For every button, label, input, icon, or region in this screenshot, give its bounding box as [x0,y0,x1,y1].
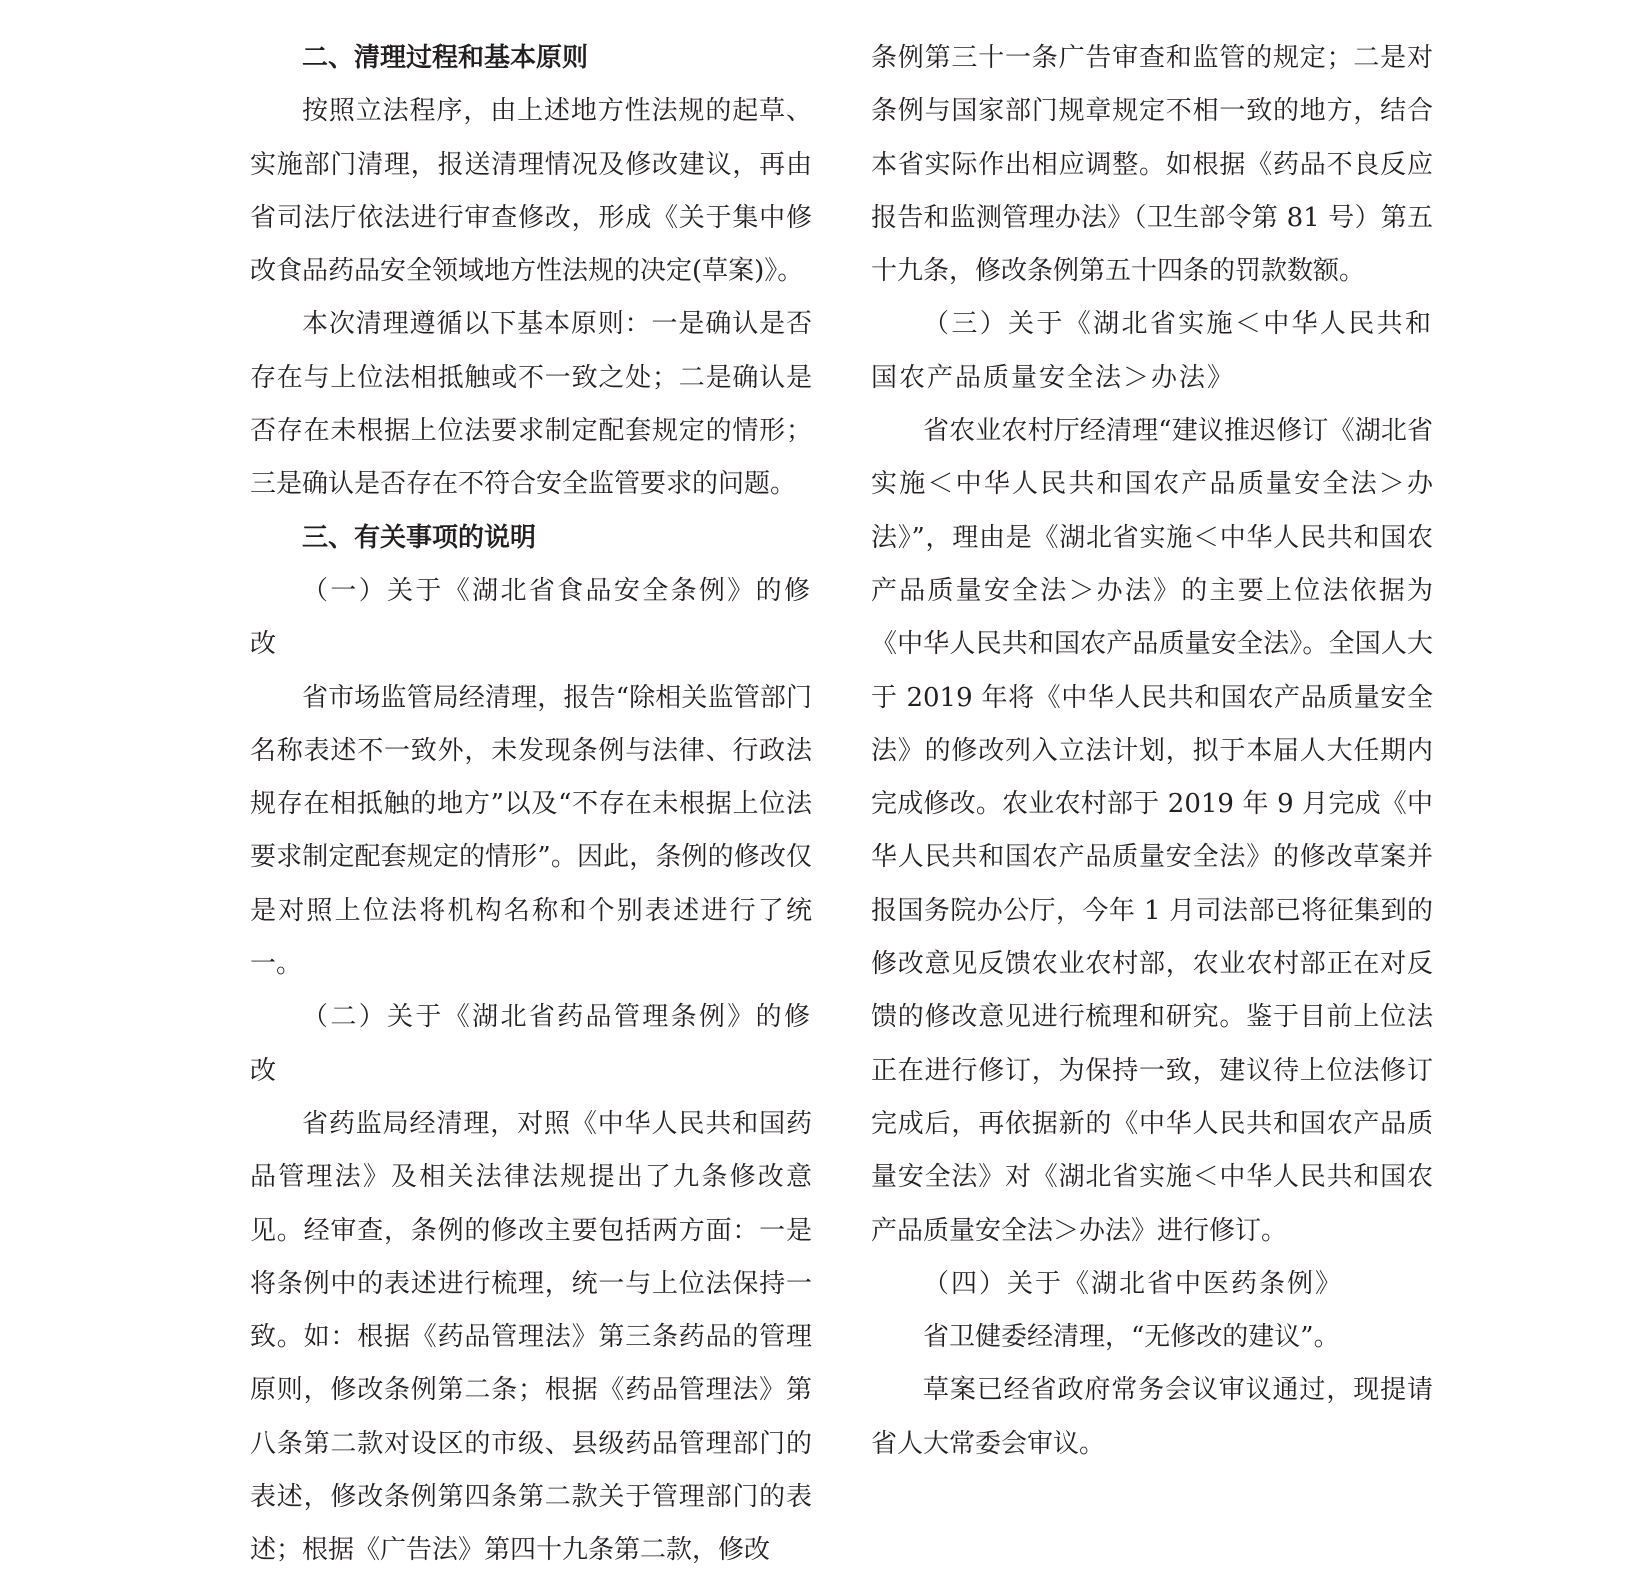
section-heading-3: 三、有关事项的说明 [302,522,537,553]
right-column [871,32,1433,1471]
paragraph-submission: 草案已经省政府常务会议审议通过，现提请省人大常委会审议。 [871,1375,1433,1459]
paragraph-drug-management-continued: 条例第三十一条广告审查和监管的规定；二是对条例与国家部门规章规定不相一致的地方，结合本省实际作出相应调整。如根据《药品不良反应报告和监测管理办法》（卫生部令第 81 号）第五十九条，修改条例第五十四条的罚款数额。 [871,43,1433,287]
paragraph-legislative-procedure: 按照立法程序，由上述地方性法规的起草、实施部门清理，报送清理情况及修改建议，再由省司法厅依法进行审查修改，形成《关于集中修改食品药品安全领域地方性法规的决定(草案)》。 [250,96,812,287]
paragraph-food-safety: 省市场监管局经清理，报告“除相关监管部门名称表述不一致外，未发现条例与法律、行政法规存在相抵触的地方”以及“不存在未根据上位法要求制定配套规定的情形”。因此，条例的修改仅是对照上位法将机构名称和个别表述进行了统一。 [250,682,812,980]
left-column [250,32,812,1578]
paragraph-agri-products: 省农业农村厅经清理“建议推迟修订《湖北省实施＜中华人民共和国农产品质量安全法＞办法》”，理由是《湖北省实施＜中华人民共和国农产品质量安全法＞办法》的主要上位法依据为《中华人民共和国农产品质量安全法》。全国人大于 2019 年将《中华人民共和国农产品质量安全法》的修改列入立法计划，拟于本届人大任期内完成修改。农业农村部于 2019 年 9 月完成《中华人民共和国农产品质量安全法》的修改草案并报国务院办公厅，今年 1 月司法部已将征集到的修改意见反馈农业农村部，农业农村部正在对反馈的修改意见进行梳理和研究。鉴于目前上位法正在进行修订，为保持一致，建议待上位法修订完成后，再依据新的《中华人民共和国农产品质量安全法》对《湖北省实施＜中华人民共和国农产品质量安全法＞办法》进行修订。 [871,416,1433,1246]
paragraph-basic-principles: 本次清理遵循以下基本原则：一是确认是否存在与上位法相抵触或不一致之处；二是确认是否存在未根据上位法要求制定配套规定的情形；三是确认是否存在不符合安全监管要求的问题。 [250,309,812,500]
paragraph-tcm: 省卫健委经清理，“无修改的建议”。 [923,1322,1340,1353]
paragraph-drug-management: 省药监局经清理，对照《中华人民共和国药品管理法》及相关法律法规提出了九条修改意见。经审查，条例的修改主要包括两方面：一是将条例中的表述进行梳理，统一与上位法保持一致。如：根据《药品管理法》第三条药品的管理原则，修改条例第二条；根据《药品管理法》第八条第二款对设区的市级、县级药品管理部门的表述，修改条例第四条第二款关于管理部门的表述；根据《广告法》第四十九条第二款，修改 [250,1108,812,1566]
subsection-heading-drug-management: （二）关于《湖北省药品管理条例》的修改 [250,1002,812,1086]
subsection-heading-tcm: （四）关于《湖北省中医药条例》 [923,1268,1344,1299]
subsection-heading-agri-products: （三）关于《湖北省实施＜中华人民共和国农产品质量安全法＞办法》 [871,309,1433,393]
section-heading-2: 二、清理过程和基本原则 [302,43,589,73]
subsection-heading-food-safety: （一）关于《湖北省食品安全条例》的修改 [250,575,812,660]
